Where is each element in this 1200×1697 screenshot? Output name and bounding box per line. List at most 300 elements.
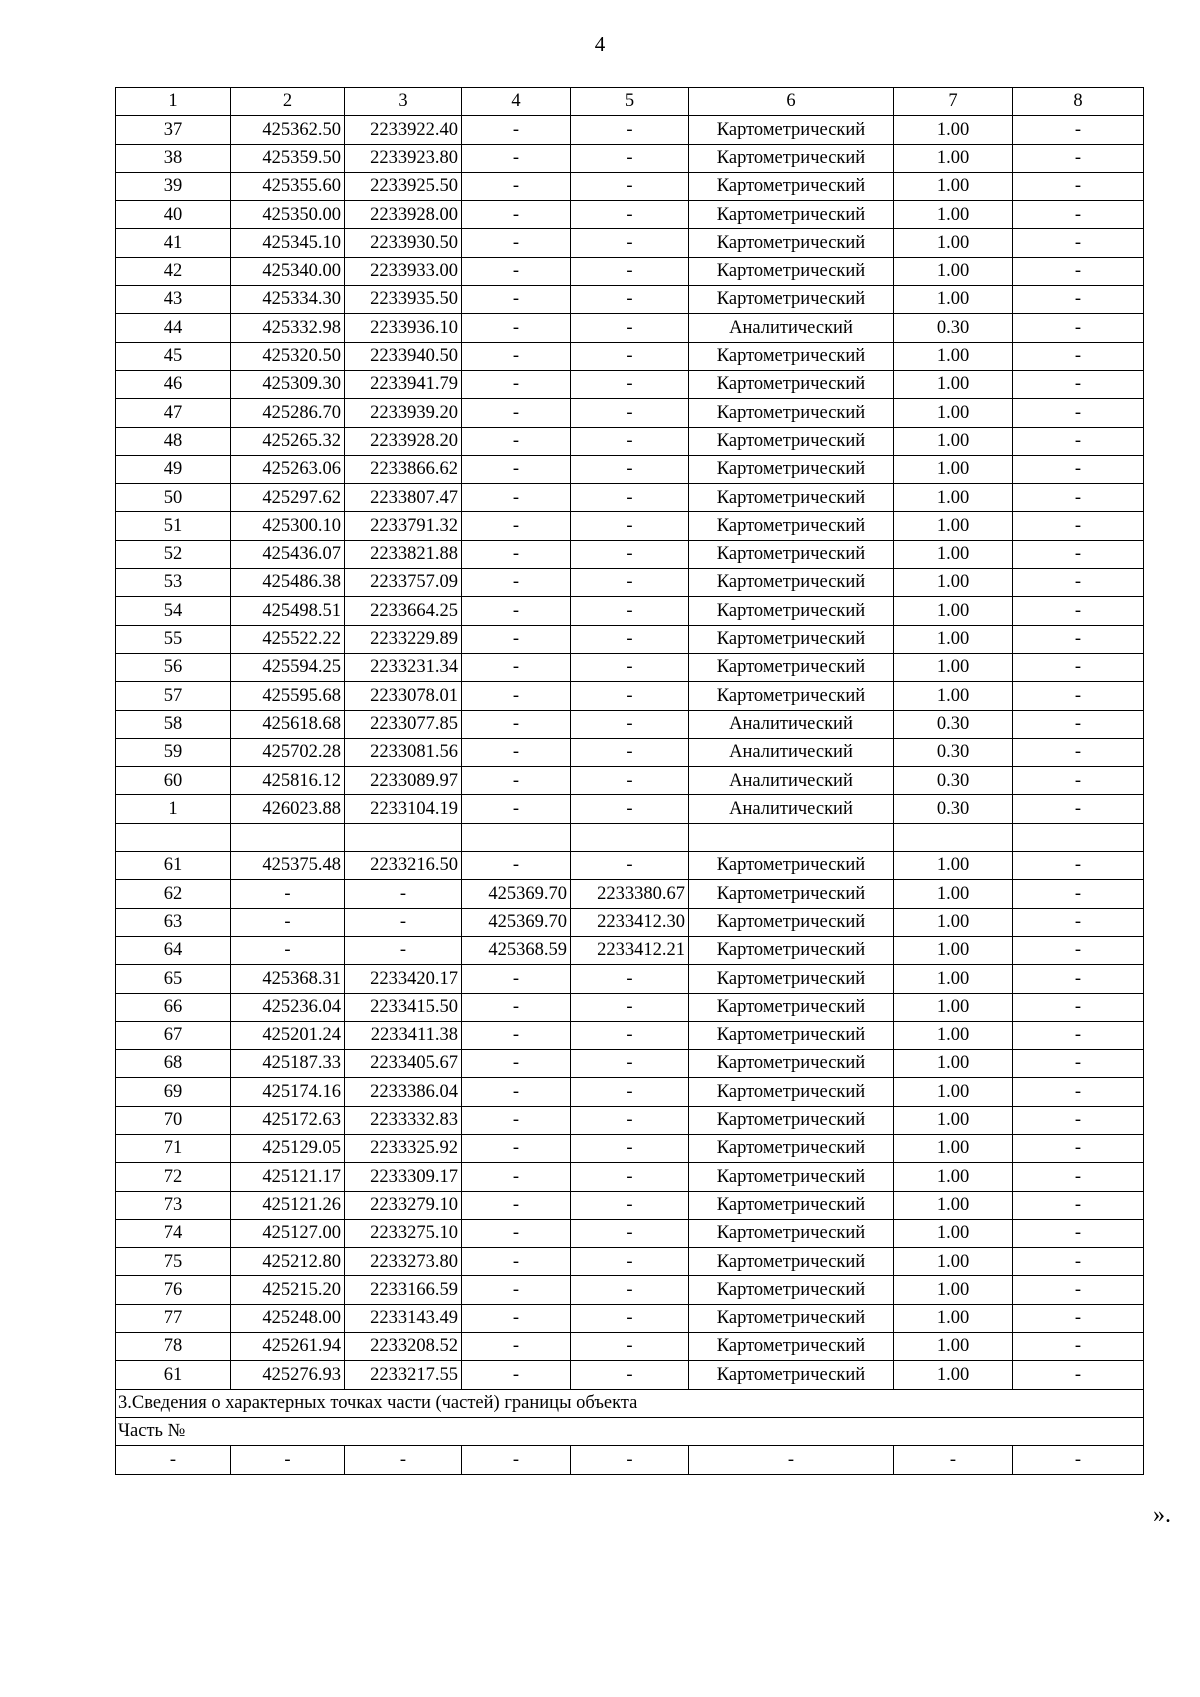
table-cell: 1.00 — [894, 1276, 1013, 1304]
table-cell: 1.00 — [894, 1106, 1013, 1134]
table-cell: 426023.88 — [231, 795, 345, 823]
table-cell: 425236.04 — [231, 993, 345, 1021]
table-cell: Картометрический — [689, 682, 894, 710]
table-cell: 60 — [116, 767, 231, 795]
table-cell: - — [1013, 1050, 1144, 1078]
table-cell: 2233939.20 — [345, 399, 462, 427]
table-cell: - — [462, 314, 571, 342]
table-cell: - — [1013, 1446, 1144, 1474]
table-cell: - — [462, 484, 571, 512]
table-cell: Картометрический — [689, 229, 894, 257]
table-cell: - — [1013, 201, 1144, 229]
table-cell: - — [1013, 852, 1144, 880]
table-cell: 75 — [116, 1248, 231, 1276]
table-cell: 2233078.01 — [345, 682, 462, 710]
table-cell: - — [462, 257, 571, 285]
table-cell: Картометрический — [689, 370, 894, 398]
table-row — [116, 1106, 1144, 1134]
table-cell: 46 — [116, 370, 231, 398]
table-cell: 425212.80 — [231, 1248, 345, 1276]
table-cell: 2233081.56 — [345, 738, 462, 766]
table-row — [116, 1304, 1144, 1332]
table-cell: 2233411.38 — [345, 1021, 462, 1049]
table-row — [116, 1050, 1144, 1078]
table-cell: - — [1013, 512, 1144, 540]
table-cell: 1.00 — [894, 936, 1013, 964]
table-cell: Картометрический — [689, 427, 894, 455]
table-cell: 66 — [116, 993, 231, 1021]
table-cell: - — [571, 370, 689, 398]
table-cell: 70 — [116, 1106, 231, 1134]
table-cell: - — [1013, 229, 1144, 257]
table-cell: - — [462, 286, 571, 314]
table-cell: - — [571, 1134, 689, 1162]
table-row — [116, 1078, 1144, 1106]
table-cell: 425350.00 — [231, 201, 345, 229]
table-cell: 1.00 — [894, 682, 1013, 710]
table-cell: - — [462, 1050, 571, 1078]
table-cell: - — [1013, 1276, 1144, 1304]
table-cell: - — [462, 738, 571, 766]
table-row — [116, 342, 1144, 370]
table-cell: 1.00 — [894, 172, 1013, 200]
table-cell: - — [1013, 993, 1144, 1021]
part-label: Часть № — [116, 1417, 1144, 1445]
table-cell: 2233941.79 — [345, 370, 462, 398]
table-row — [116, 427, 1144, 455]
table-cell: - — [462, 767, 571, 795]
table-cell: - — [571, 540, 689, 568]
table-cell: - — [462, 1163, 571, 1191]
table-cell: Картометрический — [689, 1333, 894, 1361]
table-row — [116, 229, 1144, 257]
table-cell: 48 — [116, 427, 231, 455]
table-cell: - — [345, 936, 462, 964]
section-title: 3.Сведения о характерных точках части (частей) границы объекта — [116, 1389, 1144, 1417]
table-cell: - — [462, 1078, 571, 1106]
table-row — [116, 512, 1144, 540]
table-cell: 1.00 — [894, 1333, 1013, 1361]
table-cell: 2233380.67 — [571, 880, 689, 908]
table-cell — [571, 823, 689, 851]
table-cell: 1.00 — [894, 1050, 1013, 1078]
table-cell: 71 — [116, 1134, 231, 1162]
table-row — [116, 880, 1144, 908]
table-cell: - — [571, 116, 689, 144]
table-cell: 58 — [116, 710, 231, 738]
table-cell: 1.00 — [894, 597, 1013, 625]
table-cell: 54 — [116, 597, 231, 625]
table-row — [116, 965, 1144, 993]
table-cell: - — [571, 144, 689, 172]
table-cell: 425355.60 — [231, 172, 345, 200]
table-cell: 425369.70 — [462, 908, 571, 936]
table-cell: - — [1013, 144, 1144, 172]
table-cell: 53 — [116, 569, 231, 597]
table-cell: - — [1013, 1361, 1144, 1389]
table-cell: 41 — [116, 229, 231, 257]
table-cell: 1.00 — [894, 625, 1013, 653]
table-row — [116, 597, 1144, 625]
table-cell: - — [571, 342, 689, 370]
table-cell: 76 — [116, 1276, 231, 1304]
table-cell: - — [231, 936, 345, 964]
table-cell: 2233216.50 — [345, 852, 462, 880]
table-cell — [116, 823, 231, 851]
table-cell: 64 — [116, 936, 231, 964]
table-cell: - — [462, 682, 571, 710]
table-row — [116, 795, 1144, 823]
table-cell: - — [462, 172, 571, 200]
table-cell: 1.00 — [894, 1134, 1013, 1162]
table-cell: 1.00 — [894, 427, 1013, 455]
table-row — [116, 172, 1144, 200]
table-cell: - — [571, 286, 689, 314]
table-cell: - — [571, 1163, 689, 1191]
table-cell: 2233933.00 — [345, 257, 462, 285]
table-row — [116, 540, 1144, 568]
table-cell: - — [1013, 399, 1144, 427]
table-cell: - — [462, 993, 571, 1021]
table-cell: - — [571, 229, 689, 257]
table-cell: 39 — [116, 172, 231, 200]
table-cell: - — [571, 1021, 689, 1049]
table-cell: 42 — [116, 257, 231, 285]
table-cell: 1 — [116, 88, 231, 116]
table-cell — [345, 823, 462, 851]
table-cell: 2233821.88 — [345, 540, 462, 568]
table-cell — [894, 823, 1013, 851]
table-cell: 67 — [116, 1021, 231, 1049]
table-cell: - — [462, 342, 571, 370]
table-cell: Картометрический — [689, 852, 894, 880]
table-cell: - — [571, 852, 689, 880]
table-cell: 425618.68 — [231, 710, 345, 738]
table-cell: - — [231, 908, 345, 936]
table-row — [116, 936, 1144, 964]
table-cell: - — [1013, 569, 1144, 597]
table-cell: 425187.33 — [231, 1050, 345, 1078]
table-header-row — [116, 88, 1144, 116]
table-cell: Картометрический — [689, 286, 894, 314]
table-cell: Картометрический — [689, 1134, 894, 1162]
table-row — [116, 1219, 1144, 1247]
table-cell: 65 — [116, 965, 231, 993]
table-cell: Картометрический — [689, 201, 894, 229]
table-cell: 2233208.52 — [345, 1333, 462, 1361]
table-row — [116, 852, 1144, 880]
table-cell: 2233928.00 — [345, 201, 462, 229]
table-cell: - — [1013, 1304, 1144, 1332]
table-row — [116, 1276, 1144, 1304]
table-cell: - — [462, 1021, 571, 1049]
table-cell: 425121.26 — [231, 1191, 345, 1219]
table-cell: - — [1013, 116, 1144, 144]
table-cell: 2233925.50 — [345, 172, 462, 200]
table-cell: - — [571, 625, 689, 653]
table-cell: 59 — [116, 738, 231, 766]
table-cell: 2233077.85 — [345, 710, 462, 738]
table-cell: 425276.93 — [231, 1361, 345, 1389]
table-row — [116, 653, 1144, 681]
table-body — [116, 88, 1144, 1475]
table-cell: Картометрический — [689, 540, 894, 568]
table-cell: - — [462, 625, 571, 653]
table-cell: 51 — [116, 512, 231, 540]
table-cell: 425362.50 — [231, 116, 345, 144]
table-cell: 425816.12 — [231, 767, 345, 795]
table-cell: - — [1013, 1163, 1144, 1191]
table-cell: Картометрический — [689, 908, 894, 936]
table-row — [116, 1021, 1144, 1049]
table-cell: 425486.38 — [231, 569, 345, 597]
table-cell: 2233104.19 — [345, 795, 462, 823]
table-cell: 425300.10 — [231, 512, 345, 540]
table-cell: - — [571, 1446, 689, 1474]
table-row — [116, 484, 1144, 512]
table-cell — [231, 823, 345, 851]
table-cell: 1.00 — [894, 455, 1013, 483]
table-row — [116, 1248, 1144, 1276]
table-cell: - — [571, 484, 689, 512]
table-cell: 425369.70 — [462, 880, 571, 908]
table-cell: - — [462, 965, 571, 993]
table-cell: 1.00 — [894, 286, 1013, 314]
table-cell: - — [1013, 682, 1144, 710]
table-cell: - — [571, 710, 689, 738]
table-cell: 1.00 — [894, 399, 1013, 427]
table-row — [116, 625, 1144, 653]
table-cell: 2233231.34 — [345, 653, 462, 681]
table-cell: - — [462, 1333, 571, 1361]
table-cell: - — [1013, 965, 1144, 993]
table-cell: 425345.10 — [231, 229, 345, 257]
table-cell: Картометрический — [689, 653, 894, 681]
table-cell: - — [1013, 1078, 1144, 1106]
table-cell: 2233166.59 — [345, 1276, 462, 1304]
table-cell: - — [1013, 625, 1144, 653]
table-cell: 1.00 — [894, 484, 1013, 512]
table-row — [116, 399, 1144, 427]
table-cell: Картометрический — [689, 455, 894, 483]
table-cell: - — [1013, 1333, 1144, 1361]
table-cell: Аналитический — [689, 314, 894, 342]
table-row — [116, 1163, 1144, 1191]
table-cell: 2233332.83 — [345, 1106, 462, 1134]
table-cell: Картометрический — [689, 257, 894, 285]
table-cell: Картометрический — [689, 597, 894, 625]
table-cell: 2233930.50 — [345, 229, 462, 257]
table-cell: - — [571, 795, 689, 823]
table-cell: 425359.50 — [231, 144, 345, 172]
table-cell: - — [571, 201, 689, 229]
table-cell: 2233229.89 — [345, 625, 462, 653]
table-cell: 55 — [116, 625, 231, 653]
table-cell: 0.30 — [894, 795, 1013, 823]
closing-quote-mark: ». — [1153, 1502, 1171, 1528]
table-cell: 2233405.67 — [345, 1050, 462, 1078]
table-cell: 425595.68 — [231, 682, 345, 710]
table-cell: 425702.28 — [231, 738, 345, 766]
boundary-points-table — [115, 87, 1144, 1475]
table-cell: 425265.32 — [231, 427, 345, 455]
table-cell: 2233940.50 — [345, 342, 462, 370]
table-cell: 425334.30 — [231, 286, 345, 314]
table-cell: 0.30 — [894, 738, 1013, 766]
table-cell: - — [1013, 880, 1144, 908]
table-final-row — [116, 1446, 1144, 1474]
table-cell: Картометрический — [689, 1078, 894, 1106]
table-cell: - — [571, 427, 689, 455]
table-cell: 425215.20 — [231, 1276, 345, 1304]
table-cell: - — [345, 880, 462, 908]
table-cell: 44 — [116, 314, 231, 342]
table-cell: 40 — [116, 201, 231, 229]
table-cell: 0.30 — [894, 710, 1013, 738]
table-cell: 1.00 — [894, 1163, 1013, 1191]
table-cell: - — [571, 1276, 689, 1304]
table-cell: 2233089.97 — [345, 767, 462, 795]
table-cell — [689, 823, 894, 851]
table-row — [116, 1191, 1144, 1219]
table-cell: Картометрический — [689, 1021, 894, 1049]
table-cell: - — [462, 144, 571, 172]
table-cell: 2233279.10 — [345, 1191, 462, 1219]
table-row — [116, 1361, 1144, 1389]
table-row — [116, 116, 1144, 144]
table-cell: - — [462, 229, 571, 257]
table-row — [116, 314, 1144, 342]
table-cell: 2233922.40 — [345, 116, 462, 144]
table-cell: 1.00 — [894, 993, 1013, 1021]
table-cell: Картометрический — [689, 1276, 894, 1304]
table-row — [116, 767, 1144, 795]
table-cell: - — [571, 455, 689, 483]
table-row — [116, 370, 1144, 398]
table-cell: - — [571, 653, 689, 681]
table-cell: - — [231, 880, 345, 908]
table-row — [116, 738, 1144, 766]
table-cell: 69 — [116, 1078, 231, 1106]
table-cell: 7 — [894, 88, 1013, 116]
table-cell: 38 — [116, 144, 231, 172]
table-cell: 4 — [462, 88, 571, 116]
table-cell: 37 — [116, 116, 231, 144]
table-cell: Картометрический — [689, 1304, 894, 1332]
table-cell: 2233217.55 — [345, 1361, 462, 1389]
table-cell: 425201.24 — [231, 1021, 345, 1049]
table-cell: - — [1013, 314, 1144, 342]
table-cell: 2233936.10 — [345, 314, 462, 342]
table-cell: Картометрический — [689, 1106, 894, 1134]
table-cell: 1.00 — [894, 1078, 1013, 1106]
table-cell: - — [1013, 286, 1144, 314]
table-cell: 425320.50 — [231, 342, 345, 370]
table-row — [116, 710, 1144, 738]
table-cell: - — [571, 1191, 689, 1219]
table-row — [116, 682, 1144, 710]
table-cell: - — [571, 682, 689, 710]
table-cell: 2233412.30 — [571, 908, 689, 936]
table-cell: Аналитический — [689, 738, 894, 766]
table-cell: Картометрический — [689, 880, 894, 908]
table-row — [116, 455, 1144, 483]
table-row — [116, 993, 1144, 1021]
table-cell: 425121.17 — [231, 1163, 345, 1191]
table-cell: - — [571, 257, 689, 285]
table-cell: - — [1013, 936, 1144, 964]
page-number: 4 — [594, 32, 606, 56]
table-cell: 68 — [116, 1050, 231, 1078]
table-cell: 43 — [116, 286, 231, 314]
table-cell: - — [571, 1248, 689, 1276]
table-cell: - — [1013, 653, 1144, 681]
table-cell: 61 — [116, 852, 231, 880]
table-cell: - — [462, 597, 571, 625]
table-cell: - — [571, 597, 689, 625]
table-cell: - — [1013, 172, 1144, 200]
table-cell: - — [462, 1219, 571, 1247]
table-cell: - — [462, 1248, 571, 1276]
table-cell: Аналитический — [689, 795, 894, 823]
table-cell: 49 — [116, 455, 231, 483]
table-cell: 56 — [116, 653, 231, 681]
table-cell: - — [571, 1304, 689, 1332]
table-cell: 425129.05 — [231, 1134, 345, 1162]
table-row — [116, 144, 1144, 172]
table-cell: 1.00 — [894, 880, 1013, 908]
table-cell: Картометрический — [689, 399, 894, 427]
table-cell: Картометрический — [689, 1248, 894, 1276]
table-row — [116, 1333, 1144, 1361]
table-cell: - — [571, 1361, 689, 1389]
table-cell: - — [571, 738, 689, 766]
table-cell: 425332.98 — [231, 314, 345, 342]
table-cell: 425172.63 — [231, 1106, 345, 1134]
table-cell: 1.00 — [894, 201, 1013, 229]
table-cell: 2233791.32 — [345, 512, 462, 540]
table-cell: 62 — [116, 880, 231, 908]
table-cell: 2233325.92 — [345, 1134, 462, 1162]
table-cell: Картометрический — [689, 1361, 894, 1389]
table-cell: 1.00 — [894, 1361, 1013, 1389]
table-cell: 425174.16 — [231, 1078, 345, 1106]
table-cell: 2233273.80 — [345, 1248, 462, 1276]
table-cell: - — [462, 201, 571, 229]
table-row — [116, 908, 1144, 936]
table-cell: Картометрический — [689, 993, 894, 1021]
table-cell: 425594.25 — [231, 653, 345, 681]
table-cell: - — [571, 965, 689, 993]
table-cell: 2233928.20 — [345, 427, 462, 455]
table-cell: 1.00 — [894, 1191, 1013, 1219]
table-cell: Картометрический — [689, 625, 894, 653]
table-cell: 425498.51 — [231, 597, 345, 625]
table-cell: 1.00 — [894, 852, 1013, 880]
table-cell: - — [1013, 1191, 1144, 1219]
table-cell: 2233866.62 — [345, 455, 462, 483]
table-cell: 425261.94 — [231, 1333, 345, 1361]
table-cell: - — [462, 1361, 571, 1389]
table-row — [116, 257, 1144, 285]
table-cell: Картометрический — [689, 342, 894, 370]
table-cell: Картометрический — [689, 1191, 894, 1219]
table-cell: 425309.30 — [231, 370, 345, 398]
table-cell: - — [1013, 1106, 1144, 1134]
table-cell: - — [462, 795, 571, 823]
table-cell: Картометрический — [689, 512, 894, 540]
table-cell: 2233309.17 — [345, 1163, 462, 1191]
